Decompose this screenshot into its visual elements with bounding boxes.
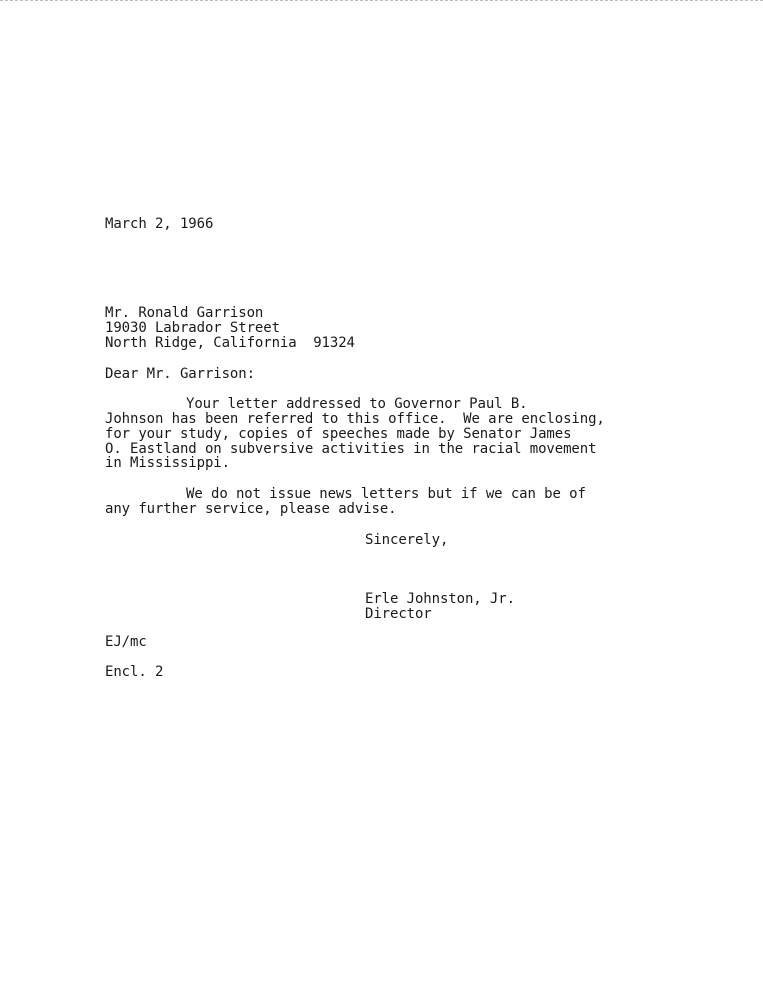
paragraph-line: any further service, please advise. — [105, 501, 397, 517]
salutation: Dear Mr. Garrison: — [105, 366, 255, 382]
recipient-city: North Ridge, California 91324 — [105, 335, 355, 351]
paragraph-line: We do not issue news letters but if we can be of — [186, 486, 586, 502]
recipient-street: 19030 Labrador Street — [105, 320, 280, 336]
recipient-name: Mr. Ronald Garrison — [105, 305, 264, 321]
paragraph-line: Johnson has been referred to this office. We are enclosing, — [105, 411, 605, 427]
paragraph-line: O. Eastland on subversive activities in the racial movement — [105, 441, 597, 457]
page-top-border — [0, 0, 763, 1]
paragraph-line: in Mississippi. — [105, 455, 230, 471]
signer-name: Erle Johnston, Jr. — [365, 591, 515, 607]
letter-date: March 2, 1966 — [105, 216, 214, 232]
reference-initials: EJ/mc — [105, 634, 147, 650]
enclosure-note: Encl. 2 — [105, 664, 164, 680]
closing: Sincerely, — [365, 532, 449, 548]
paragraph-line: Your letter addressed to Governor Paul B. — [186, 396, 528, 412]
signer-title: Director — [365, 606, 432, 622]
paragraph-line: for your study, copies of speeches made by Senator James — [105, 426, 572, 442]
